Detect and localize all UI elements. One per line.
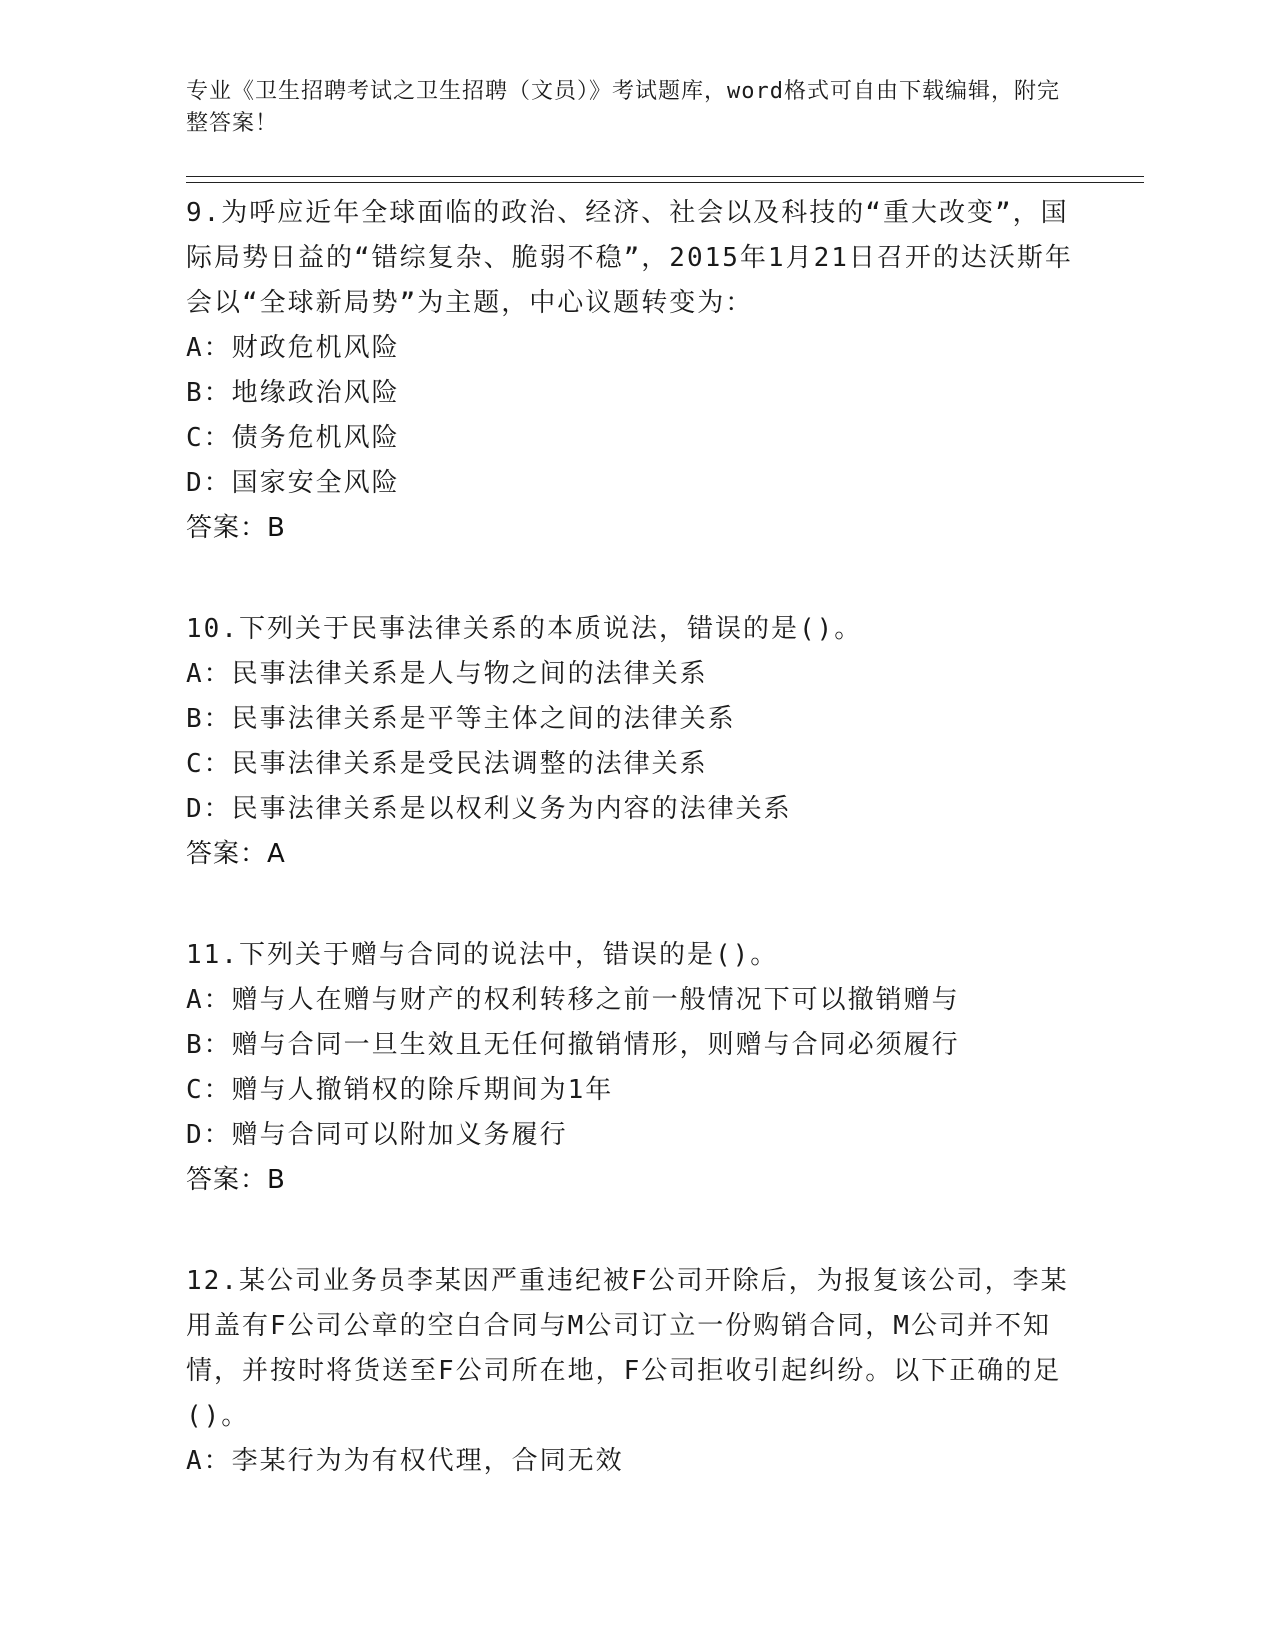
- option-c: C：赠与人撤销权的除斥期间为1年: [186, 1075, 614, 1105]
- option-d: D：赠与合同可以附加义务履行: [186, 1120, 568, 1150]
- option-d: D：国家安全风险: [186, 468, 400, 498]
- option-a: A：赠与人在赠与财产的权利转移之前一般情况下可以撤销赠与: [186, 985, 960, 1015]
- question-stem: 12.某公司业务员李某因严重违纪被F公司开除后，为报复该公司，李某用盖有F公司公章的空白合同与M公司订立一份购销合同，M公司并不知情，并按时将货送至F公司所在地，F公司拒收引起纠纷。以下正确的足()。: [186, 1266, 1069, 1431]
- header-divider-bottom: [186, 182, 1144, 183]
- question-list: [186, 191, 1086, 1540]
- option-b: B：赠与合同一旦生效且无任何撤销情形，则赠与合同必须履行: [186, 1030, 960, 1060]
- option-c: C：民事法律关系是受民法调整的法律关系: [186, 749, 708, 779]
- option-a: A：财政危机风险: [186, 333, 400, 363]
- option-b: B：民事法律关系是平等主体之间的法律关系: [186, 704, 736, 734]
- header-divider-top: [186, 176, 1144, 177]
- question-12: [186, 1259, 1086, 1484]
- question-stem: 11.下列关于赠与合同的说法中，错误的是()。: [186, 940, 779, 970]
- option-d: D：民事法律关系是以权利义务为内容的法律关系: [186, 794, 792, 824]
- question-11: [186, 933, 1086, 1203]
- question-9: [186, 191, 1086, 551]
- option-c: C：债务危机风险: [186, 423, 400, 453]
- question-10: [186, 607, 1086, 877]
- option-a: A：民事法律关系是人与物之间的法律关系: [186, 659, 708, 689]
- question-stem: 10.下列关于民事法律关系的本质说法，错误的是()。: [186, 614, 863, 644]
- header-note: 专业《卫生招聘考试之卫生招聘（文员）》考试题库，word格式可自由下载编辑，附完整答案！: [186, 79, 1060, 136]
- answer-line: 答案：A: [186, 839, 286, 869]
- answer-line: 答案：B: [186, 1165, 286, 1195]
- option-a: A：李某行为为有权代理，合同无效: [186, 1446, 624, 1476]
- answer-line: 答案：B: [186, 513, 286, 543]
- question-stem: 9.为呼应近年全球面临的政治、经济、社会以及科技的“重大改变”，国际局势日益的“错综复杂、脆弱不稳”，2015年1月21日召开的达沃斯年会以“全球新局势”为主题，中心议题转变为：: [186, 198, 1073, 318]
- option-b: B：地缘政治风险: [186, 378, 400, 408]
